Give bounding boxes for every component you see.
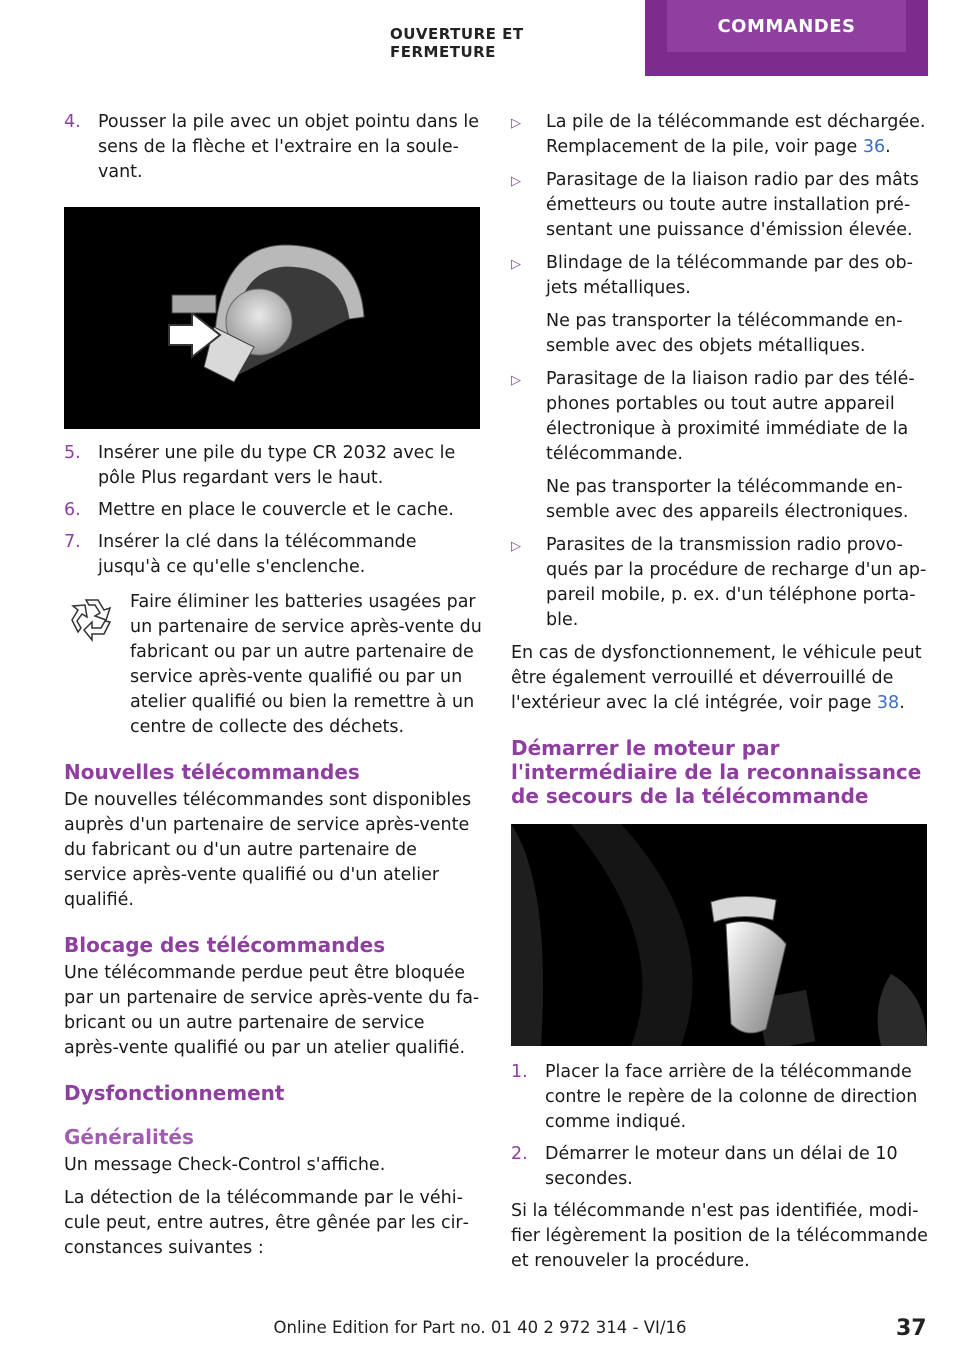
step-text: Mettre en place le couvercle et le cache. <box>98 500 454 520</box>
heading-emergency-start: Démarrer le moteur par l'intermédiaire de la reconnaissance de secours de la télécommande <box>511 736 922 808</box>
step-text: Placer la face arrière de la télécommande contre le repère de la colonne de direction comme indiqué. <box>545 1062 918 1132</box>
paragraph: Si la télécommande n'est pas identifiée, modifier légèrement la position de la télécommande et renouveler la procédure. <box>511 1201 928 1271</box>
left-column <box>64 110 482 1269</box>
step-text: Insérer la clé dans la télécommande jusqu'à ce qu'elle s'enclenche. <box>98 532 417 577</box>
list-item-text <box>546 367 929 525</box>
list-item-text <box>546 110 929 160</box>
steering-column-image <box>511 824 927 1046</box>
step-number: 1. <box>511 1062 528 1082</box>
text: Parasitage de la liaison radio par des téléphones portables ou tout autre appareil électronique à proximité immédiate de la télécommande. <box>546 369 915 464</box>
recycling-text: Faire éliminer les batteries usagées par un partenaire de service après-vente du fabricant ou par un autre partenaire de service après-vente qualifié ou par un atelier qualifié ou bien la remettre à un centre de collecte des déchets. <box>130 592 482 737</box>
text: La pile de la télécommande est déchargée. Remplacement de la pile, voir page <box>546 112 926 157</box>
step-7 <box>64 530 482 580</box>
step-5 <box>64 441 482 491</box>
recycling-note <box>64 590 482 740</box>
step-number: 2. <box>511 1144 528 1164</box>
text: En cas de dysfonctionnement, le véhicule peut être également verrouillé et déverrouillé de l'extérieur avec la clé intégrée, voir page <box>511 643 922 713</box>
footer-edition: Online Edition for Part no. 01 40 2 972 314 - VI/16 <box>273 1318 687 1337</box>
paragraph: Une télécommande perdue peut être bloquée par un partenaire de service après-vente du fabricant ou un autre partenaire de service après-vente qualifié ou par un atelier qualifié. <box>64 963 480 1058</box>
bullet-icon: ▷ <box>511 373 521 388</box>
heading-general: Généralités <box>64 1125 194 1149</box>
heading-malfunction: Dysfonctionnement <box>64 1081 285 1105</box>
list-item <box>511 110 929 160</box>
step-text: Insérer une pile du type CR 2032 avec le pôle Plus regardant vers le haut. <box>98 443 456 488</box>
page-link[interactable]: 36 <box>862 137 886 157</box>
step-4 <box>64 110 482 185</box>
battery-removal-image <box>64 207 480 429</box>
paragraph <box>511 641 929 716</box>
bullet-icon: ▷ <box>511 257 521 272</box>
section-title: OUVERTURE ET FERMETURE <box>390 25 524 61</box>
step-text: Pousser la pile avec un objet pointu dans le sens de la flèche et l'extraire en la soulevant. <box>98 112 479 182</box>
chapter-tab-label: COMMANDES <box>667 0 906 52</box>
list-item <box>511 168 929 243</box>
list-item <box>511 251 929 359</box>
right-column <box>511 110 929 1282</box>
list-item-text <box>546 251 929 359</box>
step-2 <box>511 1142 929 1192</box>
text: . <box>899 693 905 713</box>
text: . <box>885 137 891 157</box>
step-number: 5. <box>64 443 81 463</box>
step-number: 6. <box>64 500 81 520</box>
paragraph: De nouvelles télécommandes sont disponibles auprès d'un partenaire de service après-vente du fabricant ou d'un autre partenaire de service après-vente qualifié ou d'un atelier qualifié. <box>64 790 472 910</box>
heading-block-remotes: Blocage des télécommandes <box>64 933 386 957</box>
page-number: 37 <box>896 1316 927 1341</box>
paragraph: La détection de la télécommande par le véhicule peut, entre autres, être gênée par les circonstances suivantes : <box>64 1188 469 1258</box>
step-6 <box>64 498 482 523</box>
paragraph: Un message Check-Control s'affiche. <box>64 1155 386 1175</box>
list-item <box>511 533 929 633</box>
step-1 <box>511 1060 929 1135</box>
list-item-text: Parasitage de la liaison radio par des mâts émetteurs ou toute autre installation présentant une puissance d'émission élevée. <box>546 170 919 240</box>
step-number: 7. <box>64 532 81 552</box>
page-link[interactable]: 38 <box>876 693 900 713</box>
bullet-icon: ▷ <box>511 539 521 554</box>
list-item-note: Ne pas transporter la télécommande ensemble avec des appareils électroniques. <box>546 477 909 522</box>
heading-new-remotes: Nouvelles télécommandes <box>64 760 360 784</box>
chapter-tab[interactable] <box>645 0 928 76</box>
recycle-icon <box>64 590 120 646</box>
step-number: 4. <box>64 112 81 132</box>
list-item-note: Ne pas transporter la télécommande ensemble avec des objets métalliques. <box>546 311 903 356</box>
text: Blindage de la télécommande par des objets métalliques. <box>546 253 913 298</box>
list-item-text: Parasites de la transmission radio provoqués par la procédure de recharge d'un appareil mobile, p. ex. d'un téléphone portable. <box>546 535 927 630</box>
step-text: Démarrer le moteur dans un délai de 10 secondes. <box>545 1144 898 1189</box>
list-item <box>511 367 929 525</box>
bullet-icon: ▷ <box>511 116 521 131</box>
bullet-icon: ▷ <box>511 174 521 189</box>
